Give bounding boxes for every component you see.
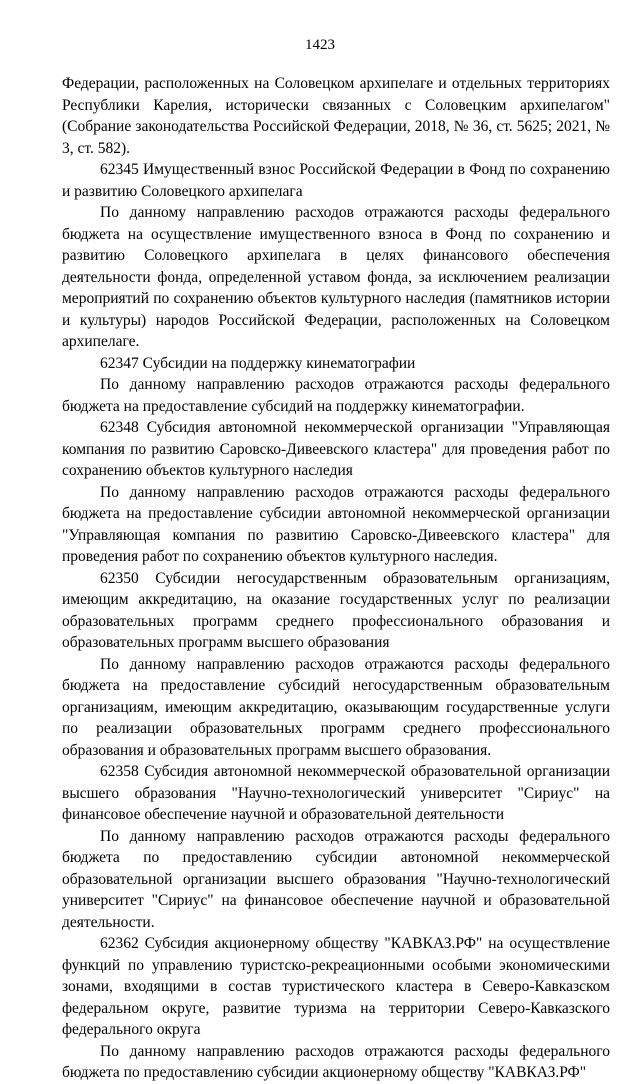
paragraph-description-62348: По данному направлению расходов отражаются расходы федерального бюджета на предоставление субсидии автономной некоммерческой организации "Управляющая компания по развитию Саровско-Дивеевского кластера" для проведения работ по сохранению объектов культурного наследия. [62, 483, 610, 565]
paragraph-description-62350: По данному направлению расходов отражаются расходы федерального бюджета на предоставление субсидий негосударственным образовательным организациям, имеющим аккредитацию, оказывающим государственные услуги по реализации образовательных программ среднего профессионального образования и образовательных программ высшего образования. [62, 655, 610, 759]
paragraph-description-62345: По данному направлению расходов отражаются расходы федерального бюджета на осуществление имущественного взноса в Фонд по сохранению и развитию Соловецкого архипелага в целях финансового обеспечения деятельности фонда, определенной уставом фонда, за исключением реализации мероприятий по сохранению объектов культурного наследия (памятников истории и культуры) народов Российской Федерации, расположенных на Соловецком архипелаге. [62, 204, 610, 350]
paragraph-heading-62362: 62362 Субсидия акционерному обществу "КАВКАЗ.РФ" на осуществление функций по управлению туристско-рекреационными особыми экономическими зонами, входящими в состав туристического кластера в Северо-Кавказском федеральном округе, развитие туризма на территории Северо-Кавказского федерального округа [62, 935, 610, 1038]
paragraph-description-62362: По данному направлению расходов отражаются расходы федерального бюджета по предоставлению субсидии акционерному обществу "КАВКАЗ.РФ" [62, 1042, 610, 1081]
paragraph-heading-62350: 62350 Субсидии негосударственным образовательным организациям, имеющим аккредитацию, на оказание государственных услуг по реализации образовательных программ среднего профессионального образования и образовательных программ высшего образования [62, 569, 610, 651]
paragraph-heading-62348: 62348 Субсидия автономной некоммерческой организации "Управляющая компания по развитию Саровско-Дивеевского кластера" для проведения работ по сохранению объектов культурного наследия [62, 419, 610, 479]
paragraph-continuation: Федерации, расположенных на Соловецком архипелаге и отдельных территориях Республики Карелия, исторически связанных с Соловецким архипелагом" (Собрание законодательства Российской Федерации, 2018, № 36, ст. 5625; 2021, № 3, ст. 582). [62, 75, 610, 157]
paragraph-heading-62347: 62347 Субсидии на поддержку кинематографии [100, 354, 416, 372]
paragraph-heading-62345: 62345 Имущественный взнос Российской Федерации в Фонд по сохранению и развитию Соловецкого архипелага [62, 161, 610, 200]
page-number: 1423 [305, 37, 335, 53]
paragraph-description-62347: По данному направлению расходов отражаются расходы федерального бюджета на предоставление субсидий на поддержку кинематографии. [62, 376, 610, 415]
document-body [62, 73, 610, 1084]
paragraph-heading-62358: 62358 Субсидия автономной некоммерческой образовательной организации высшего образования "Научно-технологический университет "Сириус" на финансовое обеспечение научной и образовательной деятельности [62, 763, 610, 823]
paragraph-description-62358: По данному направлению расходов отражаются расходы федерального бюджета по предоставлению субсидии автономной некоммерческой образовательной организации высшего образования "Научно-технологический университет "Сириус" на финансовое обеспечение научной и образовательной деятельности. [62, 827, 610, 931]
